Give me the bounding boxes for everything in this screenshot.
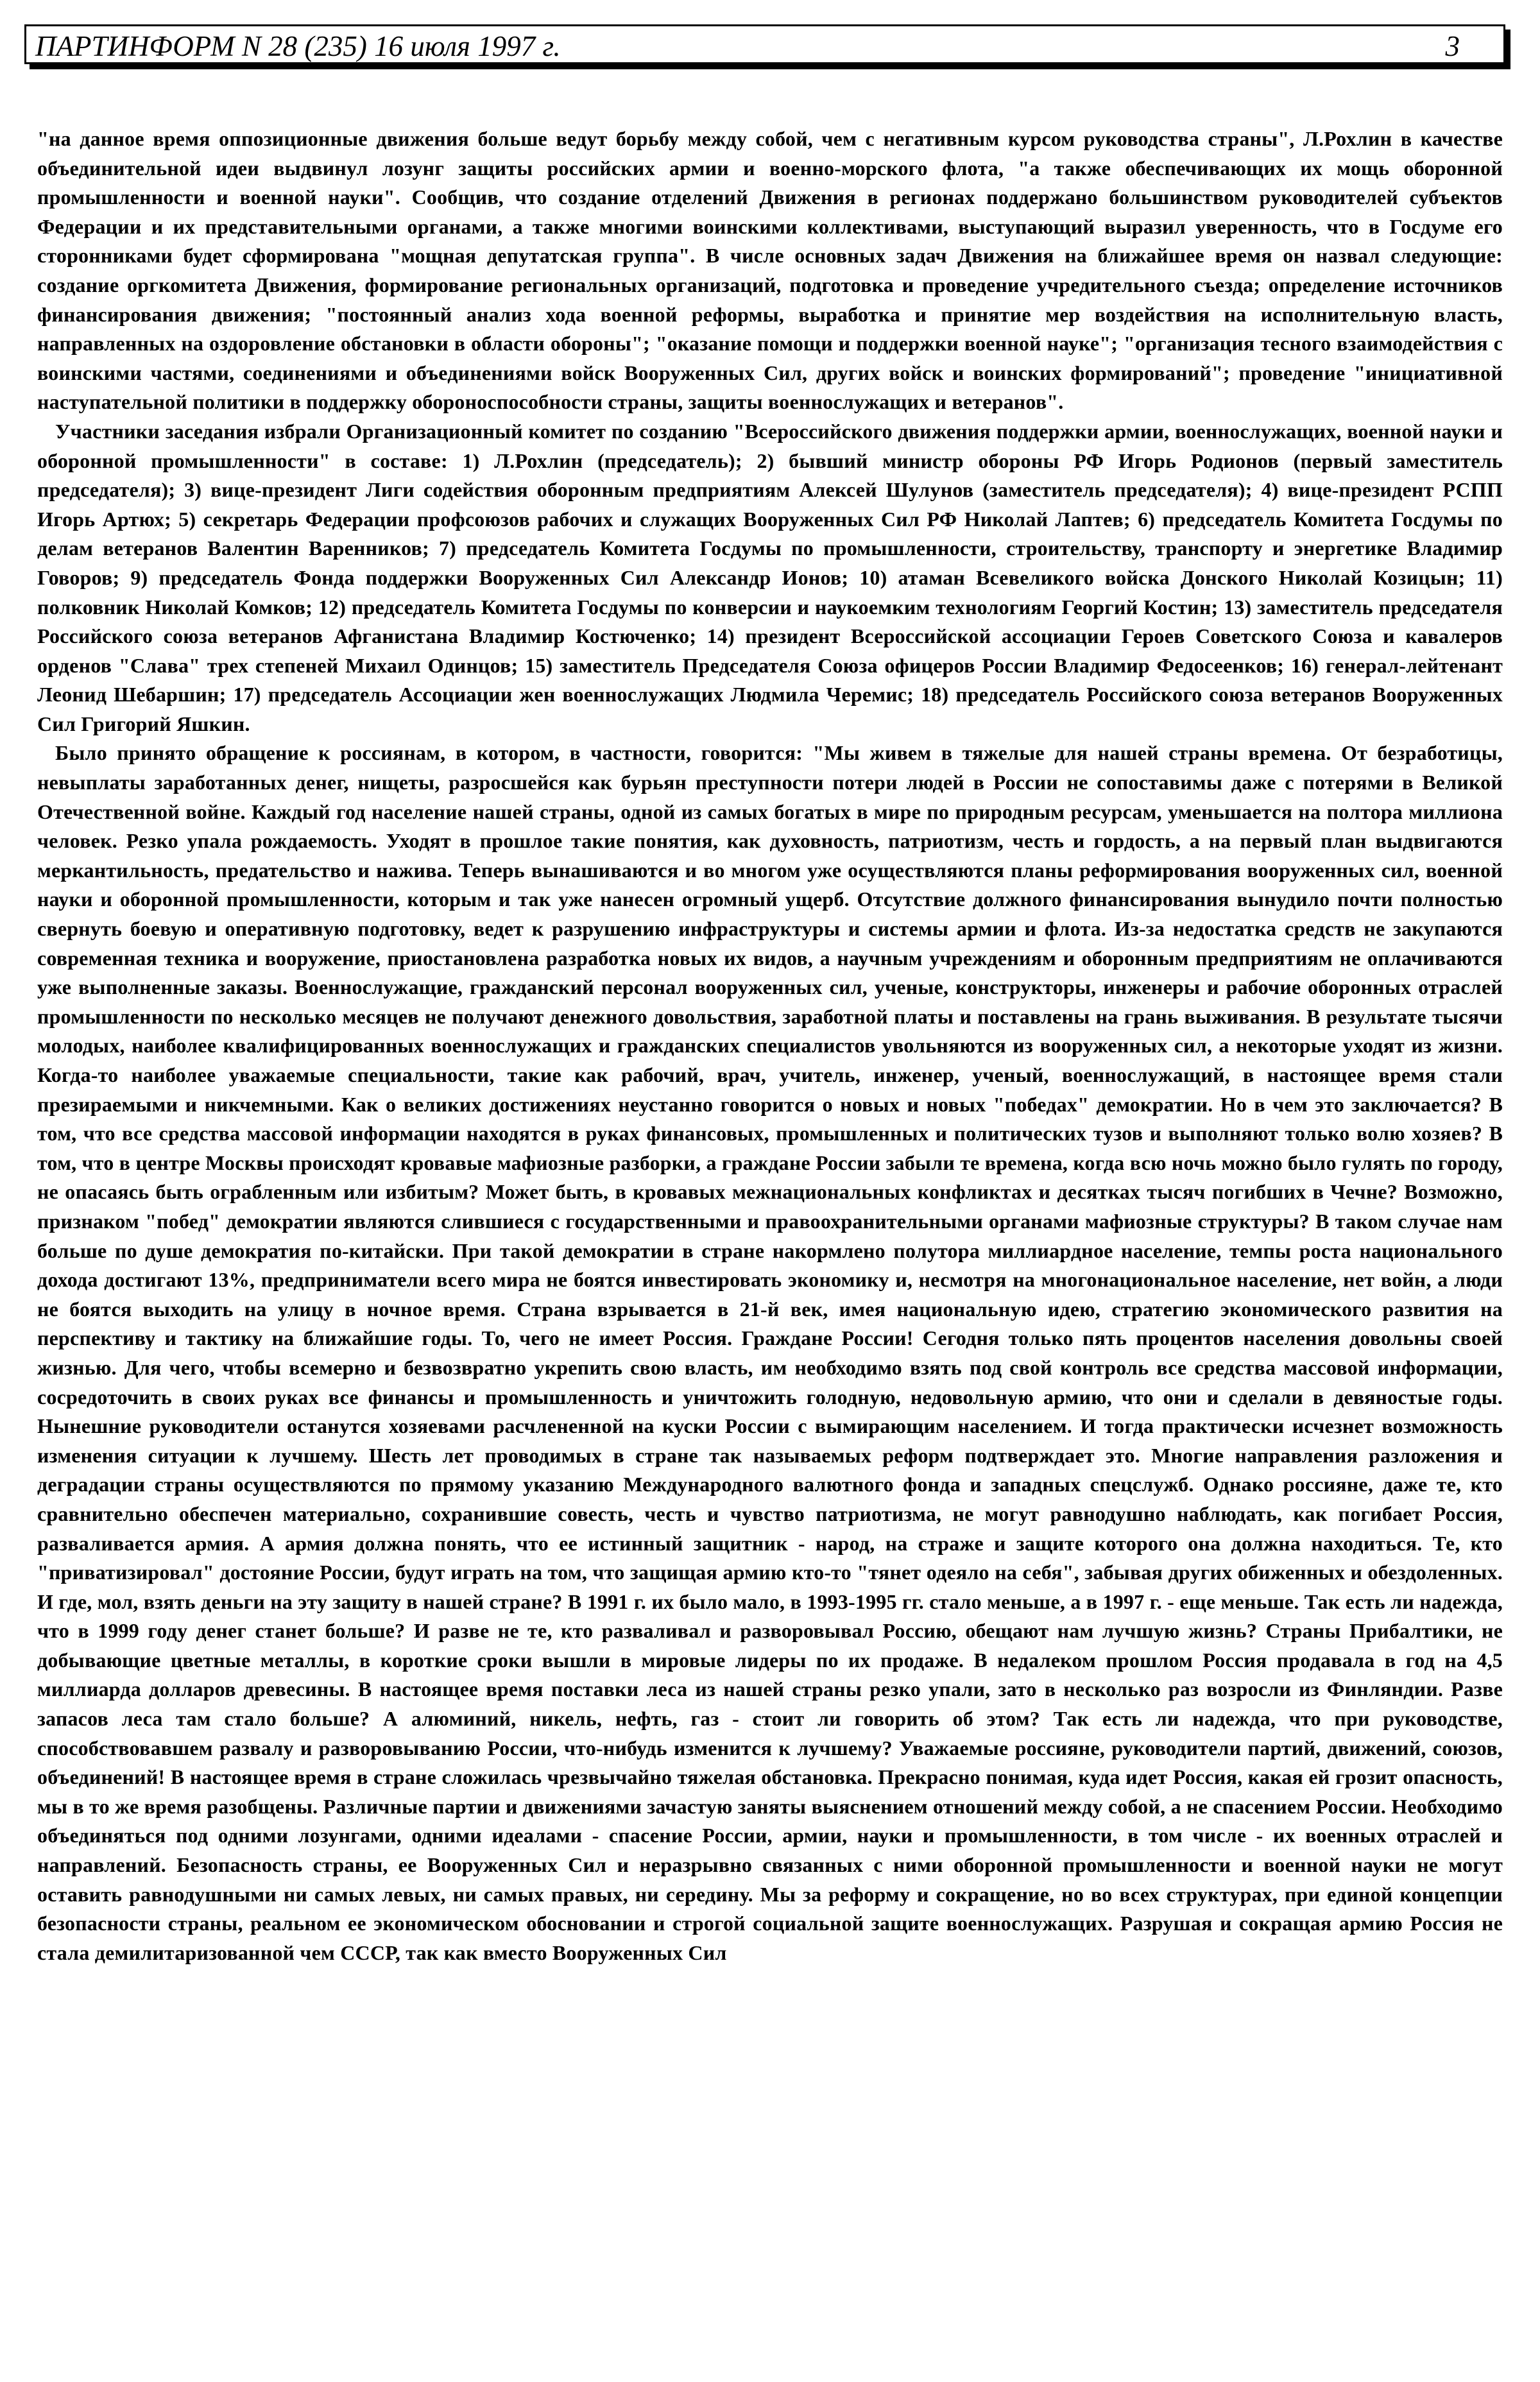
page-header <box>24 24 1505 64</box>
page-number: 3 <box>1445 30 1460 62</box>
paragraph-3: Было принято обращение к россиянам, в котором, в частности, говорится: "Мы живем в тяжелые для нашей страны времена. От безработицы, невыплаты заработанных денег, нищеты, разросшейся как бурьян преступности потери людей в России не сопоставимы даже с потерями в Великой Отечественной войне. Каждый год население нашей страны, одной из самых богатых в мире по природным ресурсам, уменьшается на полтора миллиона человек. Резко упала рождаемость. Уходят в прошлое такие понятия, как духовность, патриотизм, честь и гордость, а на первый план выдвигаются меркантильность, предательство и нажива. Теперь вынашиваются и во многом уже осуществляются планы реформирования вооруженных сил, военной науки и оборонной промышленности, которым и так уже нанесен огромный ущерб. Отсутствие должного финансирования вынудило почти полностью свернуть боевую и оперативную подготовку, ведет к разрушению инфраструктуры и системы армии и флота. Из-за недостатка средств не закупаются современная техника и вооружение, приостановлена разработка новых их видов, а научным учреждениям и оборонным предприятиям не оплачиваются уже выполненные заказы. Военнослужащие, гражданский персонал вооруженных сил, ученые, конструкторы, инженеры и рабочие оборонных отраслей промышленности по несколько месяцев не получают денежного довольствия, заработной платы и поставлены на грань выживания. В результате тысячи молодых, наиболее квалифицированных военнослужащих и гражданских специалистов увольняются из вооруженных сил, а некоторые уходят из жизни. Когда-то наиболее уважаемые специальности, такие как рабочий, врач, учитель, инженер, ученый, военнослужащий, в настоящее время стали презираемыми и никчемными. Как о великих достижениях неустанно говорится о новых и новых "победах" демократии. Но в чем это заключается? В том, что все средства массовой информации находятся в руках финансовых, промышленных и политических тузов и выполняют только волю хозяев? В том, что в центре Москвы происходят кровавые мафиозные разборки, а граждане России забыли те времена, когда всю ночь можно было гулять по городу, не опасаясь быть ограбленным или избитым? Может быть, в кровавых межнациональных конфликтах и десятках тысяч погибших в Чечне? Возможно, признаком "побед" демократии являются слившиеся с государственными и правоохранительными органами мафиозные структуры? В таком случае нам больше по душе демократия по-китайски. При такой демократии в стране накормлено полутора миллиардное население, темпы роста национального дохода достигают 13%, предприниматели всего мира не боятся инвестировать экономику и, несмотря на многонациональное население, нет войн, а люди не боятся выходить на улицу в ночное время. Страна взрывается в 21-й век, имея национальную идею, стратегию экономического развития на перспективу и тактику на ближайшие годы. То, чего не имеет Россия. Граждане России! Сегодня только пять процентов населения довольны своей жизнью. Для чего, чтобы всемерно и безвозвратно укрепить свою власть, им необходимо взять под свой контроль все средства массовой информации, сосредоточить в своих руках все финансы и промышленность и уничтожить голодную, недовольную армию, что они и сделали в девяностые годы. Нынешние руководители останутся хозяевами расчлененной на куски России с вымирающим населением. И тогда практически исчезнет возможность изменения ситуации к лучшему. Шесть лет проводимых в стране так называемых реформ подтверждает это. Многие направления разложения и деградации страны осуществляются по прямому указанию Международного валютного фонда и западных спецслужб. Однако россияне, даже те, кто сравнительно обеспечен материально, сохранившие совесть, честь и чувство патриотизма, не могут равнодушно наблюдать, как погибает Россия, разваливается армия. А армия должна понять, что ее истинный защитник - народ, на страже и защите которого она должна находиться. Те, кто "приватизировал" достояние России, будут играть на том, что защищая армию кто-то "тянет одеяло на себя", забывая других обиженных и обездоленных. И где, мол, взять деньги на эту защиту в нашей стране? В 1991 г. их было мало, в 1993-1995 гг. стало меньше, а в 1997 г. - еще меньше. Так есть ли надежда, что в 1999 году денег станет больше? И разве не те, кто разваливал и разворовывал Россию, обещают нам лучшую жизнь? Страны Прибалтики, не добывающие цветные металлы, в короткие сроки вышли в мировые лидеры по их продаже. В недалеком прошлом Россия продавала в год на 4,5 миллиарда долларов древесины. В настоящее время поставки леса из нашей страны резко упали, зато в несколько раз возросли из Финляндии. Разве запасов леса там стало больше? А алюминий, никель, нефть, газ - стоит ли говорить об этом? Так есть ли надежда, что при руководстве, способствовавшем развалу и разворовыванию России, что-нибудь изменится к лучшему? Уважаемые россияне, руководители партий, движений, союзов, объединений! В настоящее время в стране сложилась чрезвычайно тяжелая обстановка. Прекрасно понимая, куда идет Россия, какая ей грозит опасность, мы в то же время разобщены. Различные партии и движениями зачастую заняты выяснением отношений между собой, а не спасением России. Необходимо объединяться под одними лозунгами, одними идеалами - спасение России, армии, науки и промышленности, в том числе - их военных отраслей и направлений. Безопасность страны, ее Вооруженных Сил и неразрывно связанных с ними оборонной промышленности и военной науки не могут оставить равнодушными ни самых левых, ни самых правых, ни середину. Мы за реформу и сокращение, но во всех структурах, при единой концепции безопасности страны, реальном ее экономическом обосновании и строгой социальной защите военнослужащих. Разрушая и сокращая армию Россия не стала демилитаризованной чем СССР, так как вместо Вооруженных Сил <box>37 741 1503 1964</box>
paragraph-1: "на данное время оппозиционные движения больше ведут борьбу между собой, чем с негативным курсом руководства страны", Л.Рохлин в качестве объединительной идеи выдвинул лозунг защиты российских армии и военно-морского флота, "а также обеспечивающих их мощь оборонной промышленности и военной науки". Сообщив, что создание отделений Движения в регионах поддержано большинством руководителей субъектов Федерации и их представительными органами, а также многими воинскими коллективами, выступающий выразил уверенность, что в Госдуме его сторонниками будет сформирована "мощная депутатская группа". В числе основных задач Движения на ближайшее время он назвал следующие: создание оргкомитета Движения, формирование региональных организаций, подготовка и проведение учредительного съезда; определение источников финансирования движения; "постоянный анализ хода военной реформы, выработка и принятие мер воздействия на исполнительную власть, направленных на оздоровление обстановки в области обороны"; "оказание помощи и поддержки военной науке"; "организация тесного взаимодействия с воинскими частями, соединениями и объединениями войск Вооруженных Сил, других войск и воинских формирований"; проведение "инициативной наступательной политики в поддержку обороноспособности страны, защиты военнослужащих и ветеранов". <box>37 127 1503 414</box>
article-body <box>37 124 1503 1967</box>
paragraph-2: Участники заседания избрали Организационный комитет по созданию "Всероссийского движения поддержки армии, военнослужащих, военной науки и оборонной промышленности" в составе: 1) Л.Рохлин (председатель); 2) бывший министр обороны РФ Игорь Родионов (первый заместитель председателя); 3) вице-президент Лиги содействия оборонным предприятиям Алексей Шулунов (заместитель председателя); 4) вице-президент РСПП Игорь Артюх; 5) секретарь Федерации профсоюзов рабочих и служащих Вооруженных Сил РФ Николай Лаптев; 6) председатель Комитета Госдумы по делам ветеранов Валентин Варенников; 7) председатель Комитета Госдумы по промышленности, строительству, транспорту и энергетике Владимир Говоров; 9) председатель Фонда поддержки Вооруженных Сил Александр Ионов; 10) атаман Всевеликого войска Донского Николай Козицын; 11) полковник Николай Комков; 12) председатель Комитета Госдумы по конверсии и наукоемким технологиям Георгий Костин; 13) заместитель председателя Российского союза ветеранов Афганистана Владимир Костюченко; 14) президент Всероссийской ассоциации Героев Советского Союза и кавалеров орденов "Слава" трех степеней Михаил Одинцов; 15) заместитель Председателя Союза офицеров России Владимир Федосеенков; 16) генерал-лейтенант Леонид Шебаршин; 17) председатель Ассоциации жен военнослужащих Людмила Черемис; 18) председатель Российского союза ветеранов Вооруженных Сил Григорий Яшкин. <box>37 419 1503 735</box>
publication-title: ПАРТИНФОРМ N 28 (235) 16 июля 1997 г. <box>35 30 561 62</box>
